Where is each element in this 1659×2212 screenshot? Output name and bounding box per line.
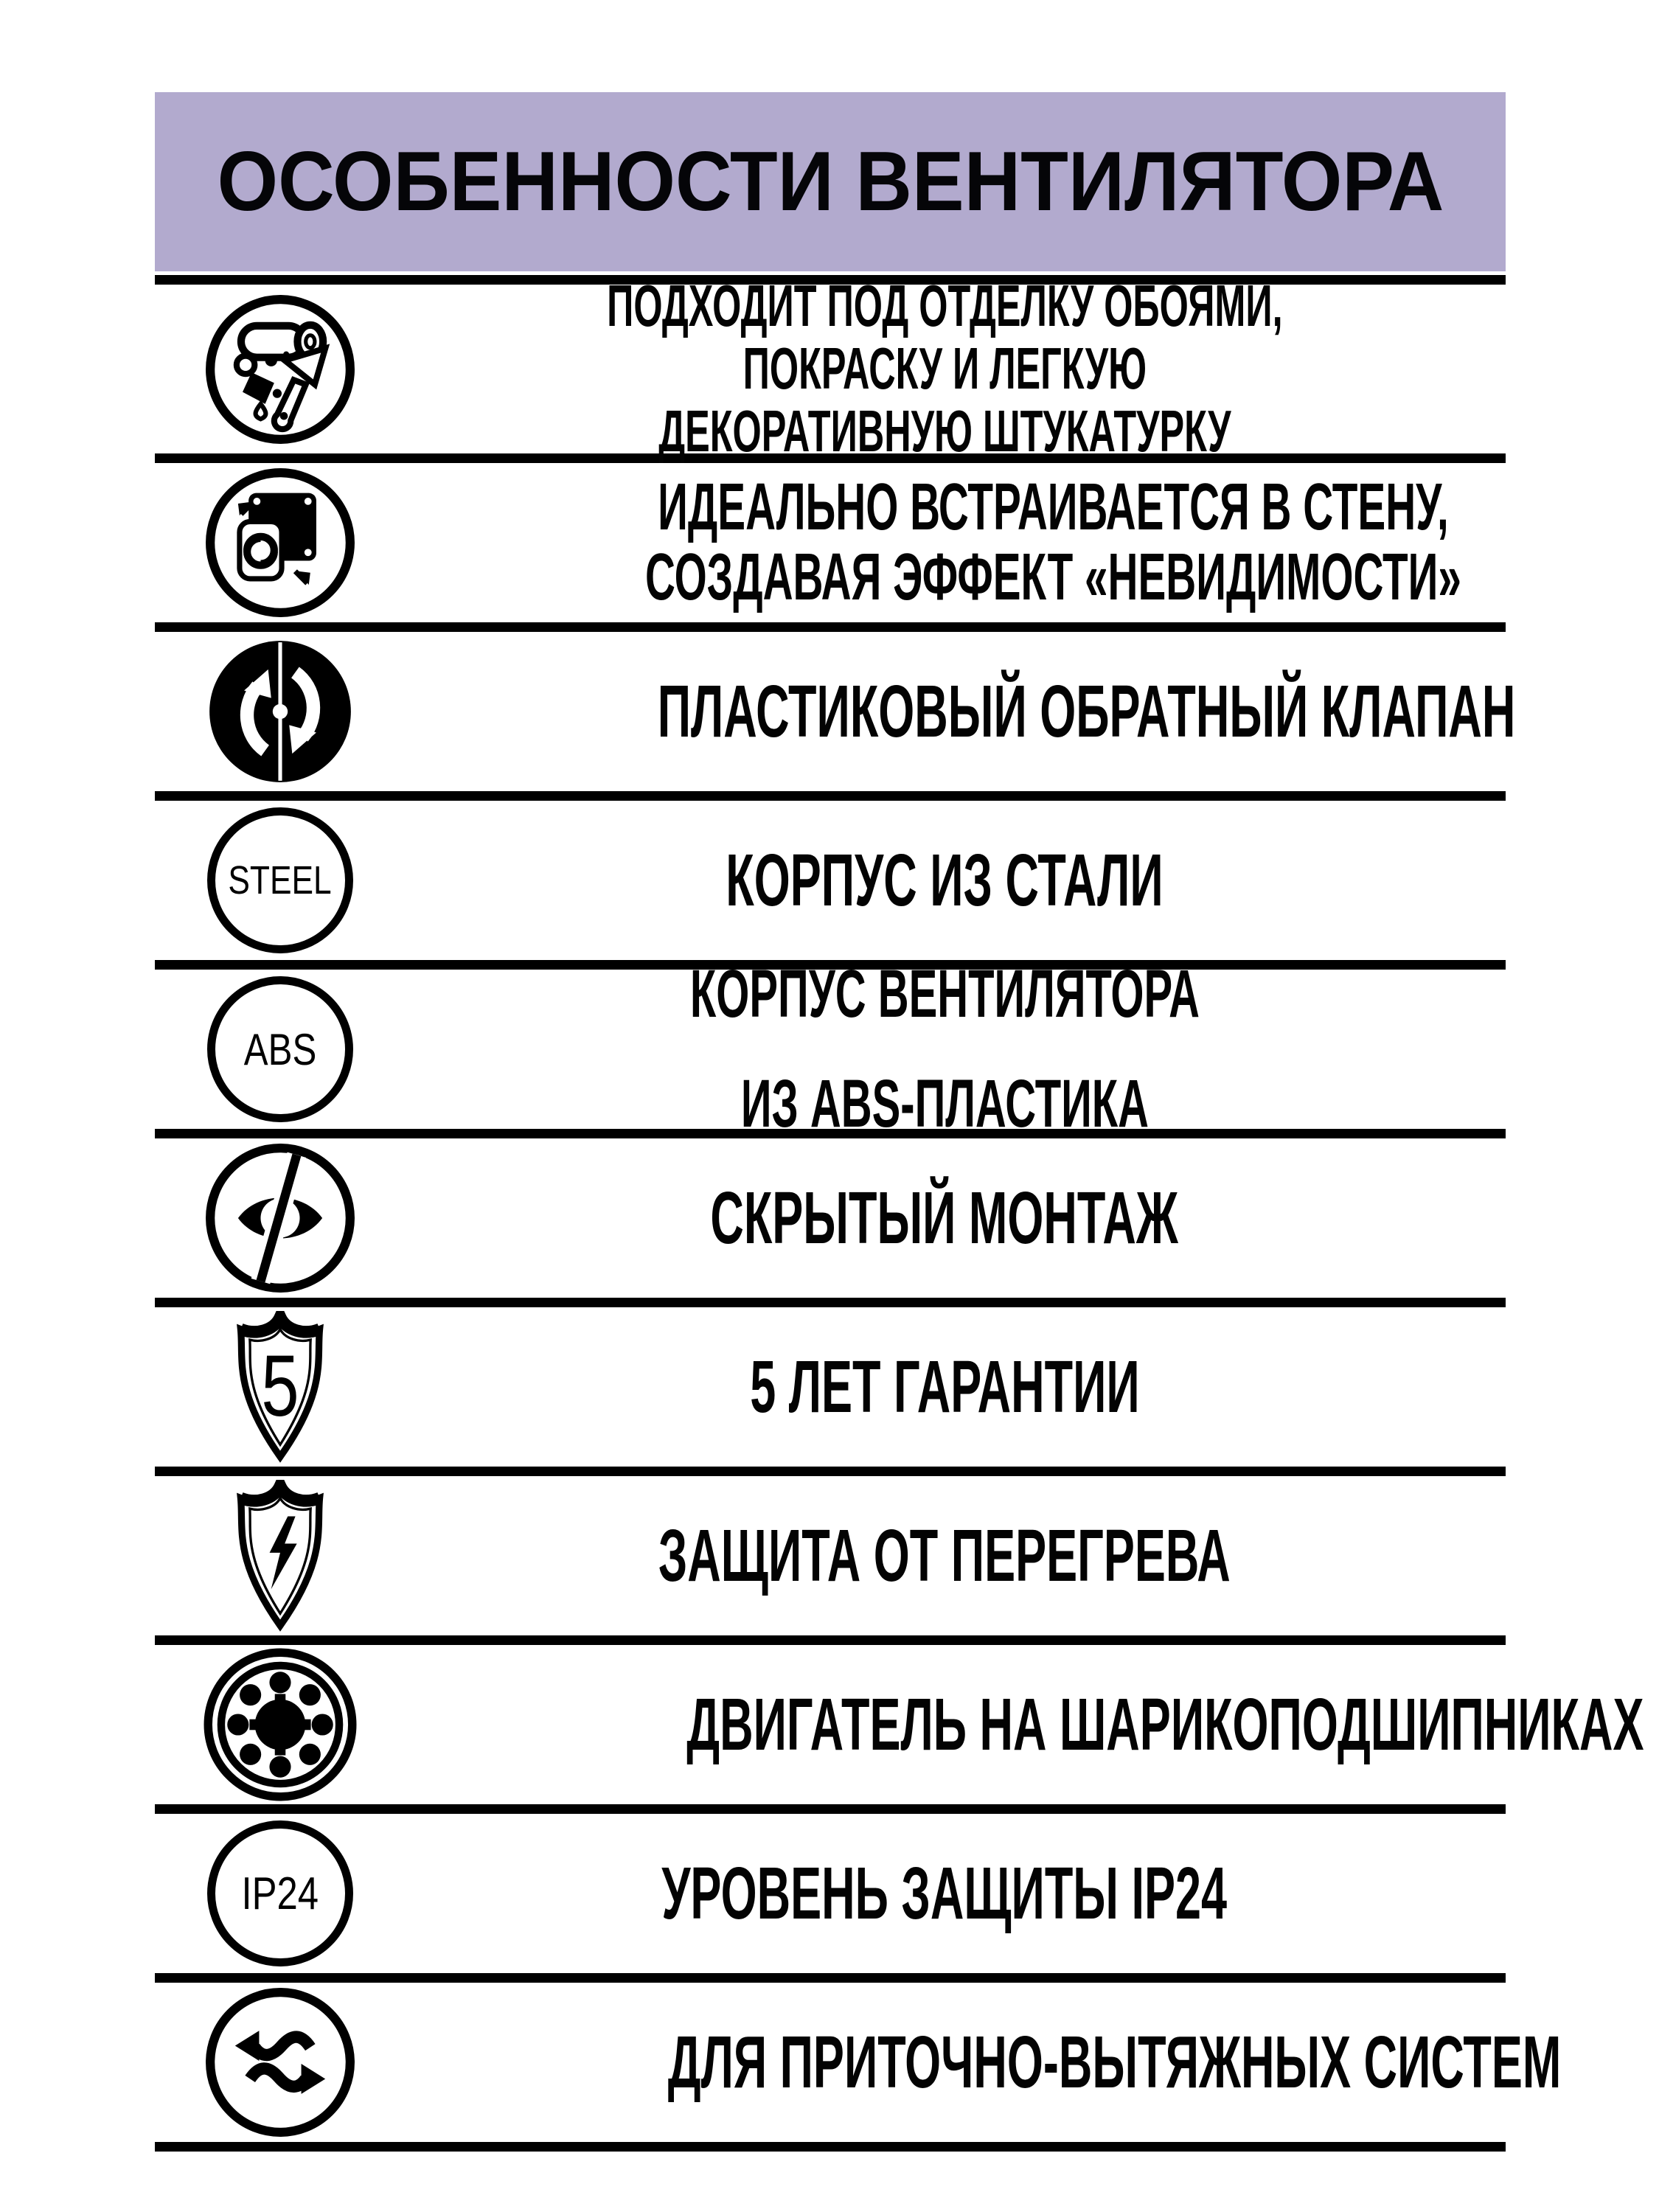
feature-text: ПЛАСТИКОВЫЙ ОБРАТНЫЙ КЛАПАН	[657, 670, 1516, 753]
divider	[155, 791, 1506, 801]
ip24-badge-icon	[155, 1820, 406, 1966]
feature-text: ДВИГАТЕЛЬ НА ШАРИКОПОДШИПНИКАХ	[686, 1683, 1644, 1766]
feature-text: СКРЫТЫЙ МОНТАЖ	[710, 1177, 1179, 1259]
feature-text: КОРПУС ВЕНТИЛЯТОРА ИЗ ABS-ПЛАСТИКА	[689, 956, 1200, 1141]
feature-text: ДЛЯ ПРИТОЧНО-ВЫТЯЖНЫХ СИСТЕМ	[667, 2021, 1562, 2104]
ball-bearing-icon	[155, 1648, 406, 1801]
feature-row-wall-built-in	[155, 463, 1506, 622]
divider	[155, 1467, 1506, 1476]
hidden-mount-eye-icon	[155, 1143, 406, 1293]
divider	[155, 2142, 1506, 2152]
feature-text: 5 ЛЕТ ГАРАНТИИ	[749, 1346, 1140, 1428]
steel-badge-icon	[155, 807, 406, 953]
feature-row-ball-bearings	[155, 1645, 1644, 1804]
divider	[155, 1635, 1506, 1645]
feature-row-steel-body	[155, 801, 1506, 960]
divider	[155, 1804, 1506, 1814]
feature-text: ПОДХОДИТ ПОД ОТДЕЛКУ ОБОЯМИ, ПОКРАСКУ И ЛЕГКУЮ ДЕКОРАТИВНУЮ ШТУКАТУРКУ	[606, 273, 1283, 464]
feature-row-abs-body	[155, 956, 1506, 1141]
feature-row-warranty	[155, 1307, 1506, 1467]
feature-row-supply-exhaust	[155, 1983, 1562, 2142]
content-column	[155, 92, 1644, 2152]
steel-badge-label: STEEL	[228, 858, 333, 902]
warranty-shield-icon	[225, 1311, 335, 1463]
airflow-icon	[155, 1987, 406, 2138]
paint-roller-icon	[155, 294, 406, 445]
feature-row-backdraft-valve	[155, 632, 1516, 791]
backdraft-valve-icon	[155, 636, 406, 787]
warranty-years-number: 5	[261, 1338, 299, 1435]
abs-badge-icon	[155, 976, 406, 1122]
feature-text: ЗАЩИТА ОТ ПЕРЕГРЕВА	[658, 1514, 1231, 1597]
divider	[155, 1973, 1506, 1983]
feature-row-overheat-protection	[155, 1476, 1506, 1635]
feature-row-hidden-mount	[155, 1138, 1506, 1298]
page-title: ОСОБЕННОСТИ ВЕНТИЛЯТОРА	[217, 135, 1444, 229]
header-banner	[155, 92, 1506, 271]
feature-text: КОРПУС ИЗ СТАЛИ	[726, 839, 1164, 922]
ip24-badge-label: IP24	[241, 1868, 319, 1919]
divider	[155, 1298, 1506, 1307]
divider	[155, 622, 1506, 632]
overheat-protection-shield-icon	[155, 1480, 406, 1632]
abs-badge-label: ABS	[243, 1024, 317, 1074]
feature-row-ip24	[155, 1814, 1506, 1973]
feature-row-paint-finish	[155, 273, 1506, 464]
feature-text: ИДЕАЛЬНО ВСТРАИВАЕТСЯ В СТЕНУ, СОЗДАВАЯ ЭФФЕКТ «НЕВИДИМОСТИ»	[645, 470, 1461, 614]
wall-mounted-fan-icon	[155, 467, 406, 618]
feature-text: УРОВЕНЬ ЗАЩИТЫ IP24	[661, 1852, 1228, 1935]
